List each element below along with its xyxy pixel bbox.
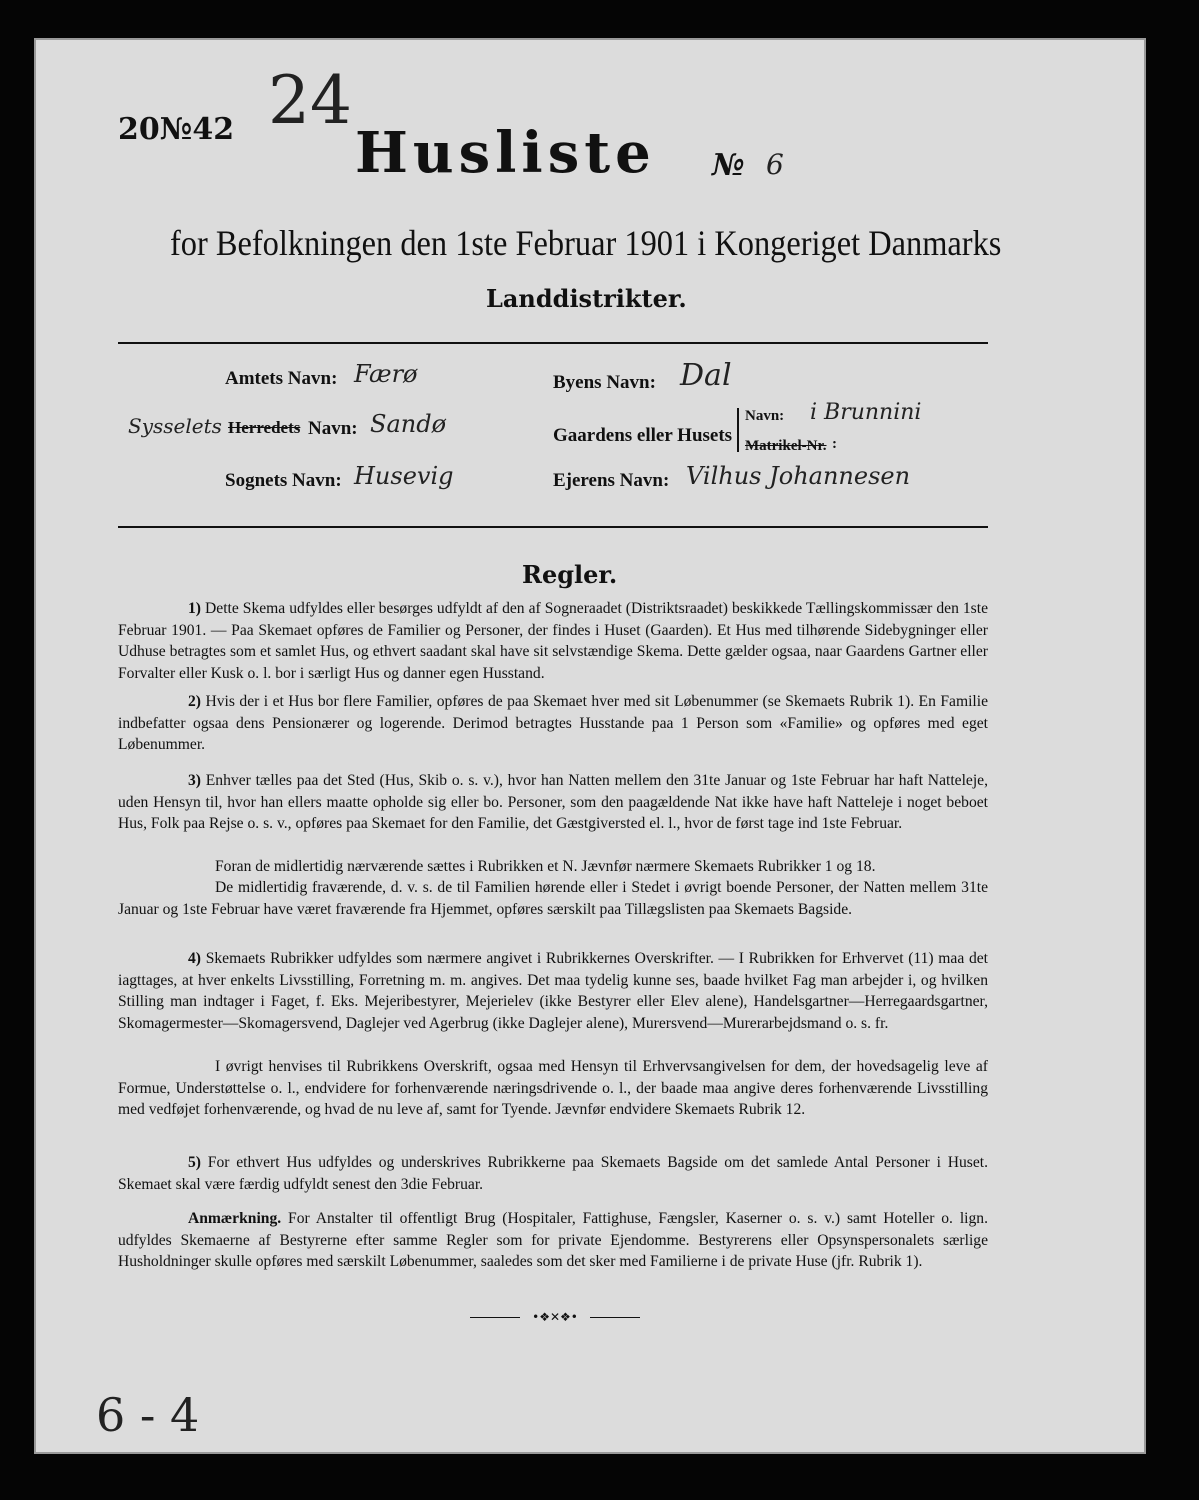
amt-label: Amtets Navn: bbox=[225, 368, 338, 389]
amt-value: Færø bbox=[354, 360, 418, 388]
herred-label: Navn: bbox=[308, 418, 358, 439]
house-number-value: 6 bbox=[766, 148, 784, 181]
matrikel-struck: Matrikel-Nr. bbox=[745, 438, 827, 454]
rule-5-text: For ethvert Hus udfyldes og underskrives Rubrikkerne paa Skemaets Bagside om det samlede Antal Personer i Huset. Skemaet skal være færdig udfyldt senest den 3die Februar. bbox=[118, 1154, 988, 1193]
gaard-label: Gaardens eller Husets bbox=[553, 425, 733, 446]
form-subtitle: for Befolkningen den 1ste Februar 1901 i Kongeriget Danmarks bbox=[170, 223, 1002, 263]
herred-struck: Herredets bbox=[228, 418, 301, 437]
rule-2-number: 2) bbox=[188, 693, 201, 710]
sogn-value: Husevig bbox=[354, 462, 454, 490]
form-title: Husliste bbox=[355, 120, 656, 186]
rule-1-number: 1) bbox=[188, 600, 201, 617]
by-label: Byens Navn: bbox=[553, 372, 656, 393]
rule-4b: I øvrigt henvises til Rubrikkens Overskrift, ogsaa med Hensyn til Erhvervsangivelsen for dem, der hovedsagelig leve af Formue, Understøttelse o. l., endvidere for forhenværende næringsdrivende o. l., der baade maa angive deres forhenværende Livsstilling med vedføjet forhenværende, og hvad de nu leve af, samt for Tyende. Jævnfør endvidere Skemaets Rubrik 12. bbox=[118, 1058, 988, 1119]
header-rule-bottom bbox=[118, 526, 988, 528]
ornament-separator bbox=[470, 1310, 640, 1324]
archive-reference: 20№42 bbox=[118, 112, 235, 147]
rule-5 bbox=[118, 1152, 988, 1195]
ejer-value: Vilhus Johannesen bbox=[686, 462, 911, 490]
rule-2 bbox=[118, 691, 988, 756]
rule-3 bbox=[118, 770, 988, 835]
rule-4-number: 4) bbox=[188, 950, 201, 967]
rule-2-text: Hvis der i et Hus bor flere Familier, opføres de paa Skemaet hver med sit Løbenummer (se Skemaets Rubrik 1). En Familie indbefatter ogsaa dens Pensionærer og logerende. Derimod betragtes Husstande paa 1 Person som «Familie» og opføres med eget Løbenummer. bbox=[118, 693, 988, 754]
rule-3b: Foran de midlertidig nærværende sættes i Rubrikken et N. Jævnfør nærmere Skemaets Rubrikker 1 og 18. bbox=[215, 858, 876, 875]
note-text: For Anstalter til offentligt Brug (Hospitaler, Fattighuse, Fængsler, Kaserner o. s. v.) samt Hoteller o. lign. udfyldes Skemaerne af Bestyrerne efter samme Regler som for private Ejendomme. Bestyrerens eller Opsynspersonalets særlige Husholdninger skulle opføres med særskilt Løbenummer, saaledes som det sker med Familierne i de private Huse (jfr. Rubrik 1). bbox=[118, 1210, 988, 1271]
rule-4 bbox=[118, 948, 988, 1034]
rule-1-text: Dette Skema udfyldes eller besørges udfyldt af den af Sogneraadet (Distriktsraadet) beskikkede Tællingskommissær den 1ste Februar 1901. — Paa Skemaet opføres de Familier og Personer, der findes i Huset (Gaarden). Et Hus med tilhørende Sidebygninger eller Udhuse betragtes som et samlet Hus, og ethvert saadant skal have sit selvstændige Skema. Dette gælder ogsaa, naar Gaardens Gartner eller Forvalter eller Kusk o. l. bor i særligt Hus og danner egen Husstand. bbox=[118, 600, 988, 682]
navn-label: Navn: bbox=[745, 408, 785, 424]
navn-value: i Brunnini bbox=[810, 400, 922, 425]
gaard-brace bbox=[737, 408, 739, 452]
syssel-prefix: Sysselets bbox=[128, 414, 222, 438]
rule-4-text: Skemaets Rubrikker udfyldes som nærmere angivet i Rubrikkernes Overskrifter. — I Rubrikken for Erhvervet (11) maa det iagttages, at hver enkelts Livsstilling, Forretning m. m. angives. Det maa tydelig kunne ses, baade hvilket Fag man arbejder i, og hvilken Stilling man indtager i Faget, f. Eks. Mejeribestyrer, Mejerielev (ikke Bestyrer eller Elev alene), Handelsgartner—Herregaardsgartner, Skomagermester—Skomagersvend, Daglejer ved Agerbrug (ikke Daglejer alene), Murersvend—Murerarbejdsmand o. s. fr. bbox=[118, 950, 988, 1032]
rule-3-number: 3) bbox=[188, 772, 201, 789]
ornament-glyphs: •❖✕❖• bbox=[532, 1310, 578, 1324]
rule-1 bbox=[118, 598, 988, 684]
by-value: Dal bbox=[680, 358, 732, 393]
note bbox=[118, 1208, 988, 1273]
district-type: Landdistrikter. bbox=[486, 284, 687, 313]
house-number-label: № bbox=[712, 148, 745, 183]
ejer-label: Ejerens Navn: bbox=[553, 470, 670, 491]
sogn-label: Sognets Navn: bbox=[225, 470, 342, 491]
herred-value: Sandø bbox=[370, 410, 447, 438]
rule-3-text: Enhver tælles paa det Sted (Hus, Skib o. s. v.), hvor han Natten mellem den 31te Januar og 1ste Februar har haft Natteleje, uden Hensyn til, hvor han ellers maatte opholde sig eller bo. Personer, som den paagældende Nat ikke have haft Natteleje i noget beboet Hus, Folk paa Rejse o. s. v., opføres paa Skemaet for den Familie, det Gæstgiversted el. l., hvor de først tage ind 1ste Februar. bbox=[118, 772, 988, 833]
rule-5-number: 5) bbox=[188, 1154, 201, 1171]
rules-heading: Regler. bbox=[522, 560, 618, 589]
matrikel-colon: : bbox=[832, 436, 837, 452]
handwritten-number: 24 bbox=[268, 62, 352, 139]
footer-handwritten-note: 6 - 4 bbox=[96, 1388, 200, 1442]
note-label: Anmærkning. bbox=[188, 1210, 282, 1227]
header-rule-top bbox=[118, 342, 988, 344]
rule-3c: De midlertidig fraværende, d. v. s. de til Familien hørende eller i Stedet i øvrigt boende Personer, der Natten mellem 31te Januar og 1ste Februar have været fraværende fra Hjemmet, opføres særskilt paa Tillægslisten paa Skemaets Bagside. bbox=[118, 879, 988, 918]
